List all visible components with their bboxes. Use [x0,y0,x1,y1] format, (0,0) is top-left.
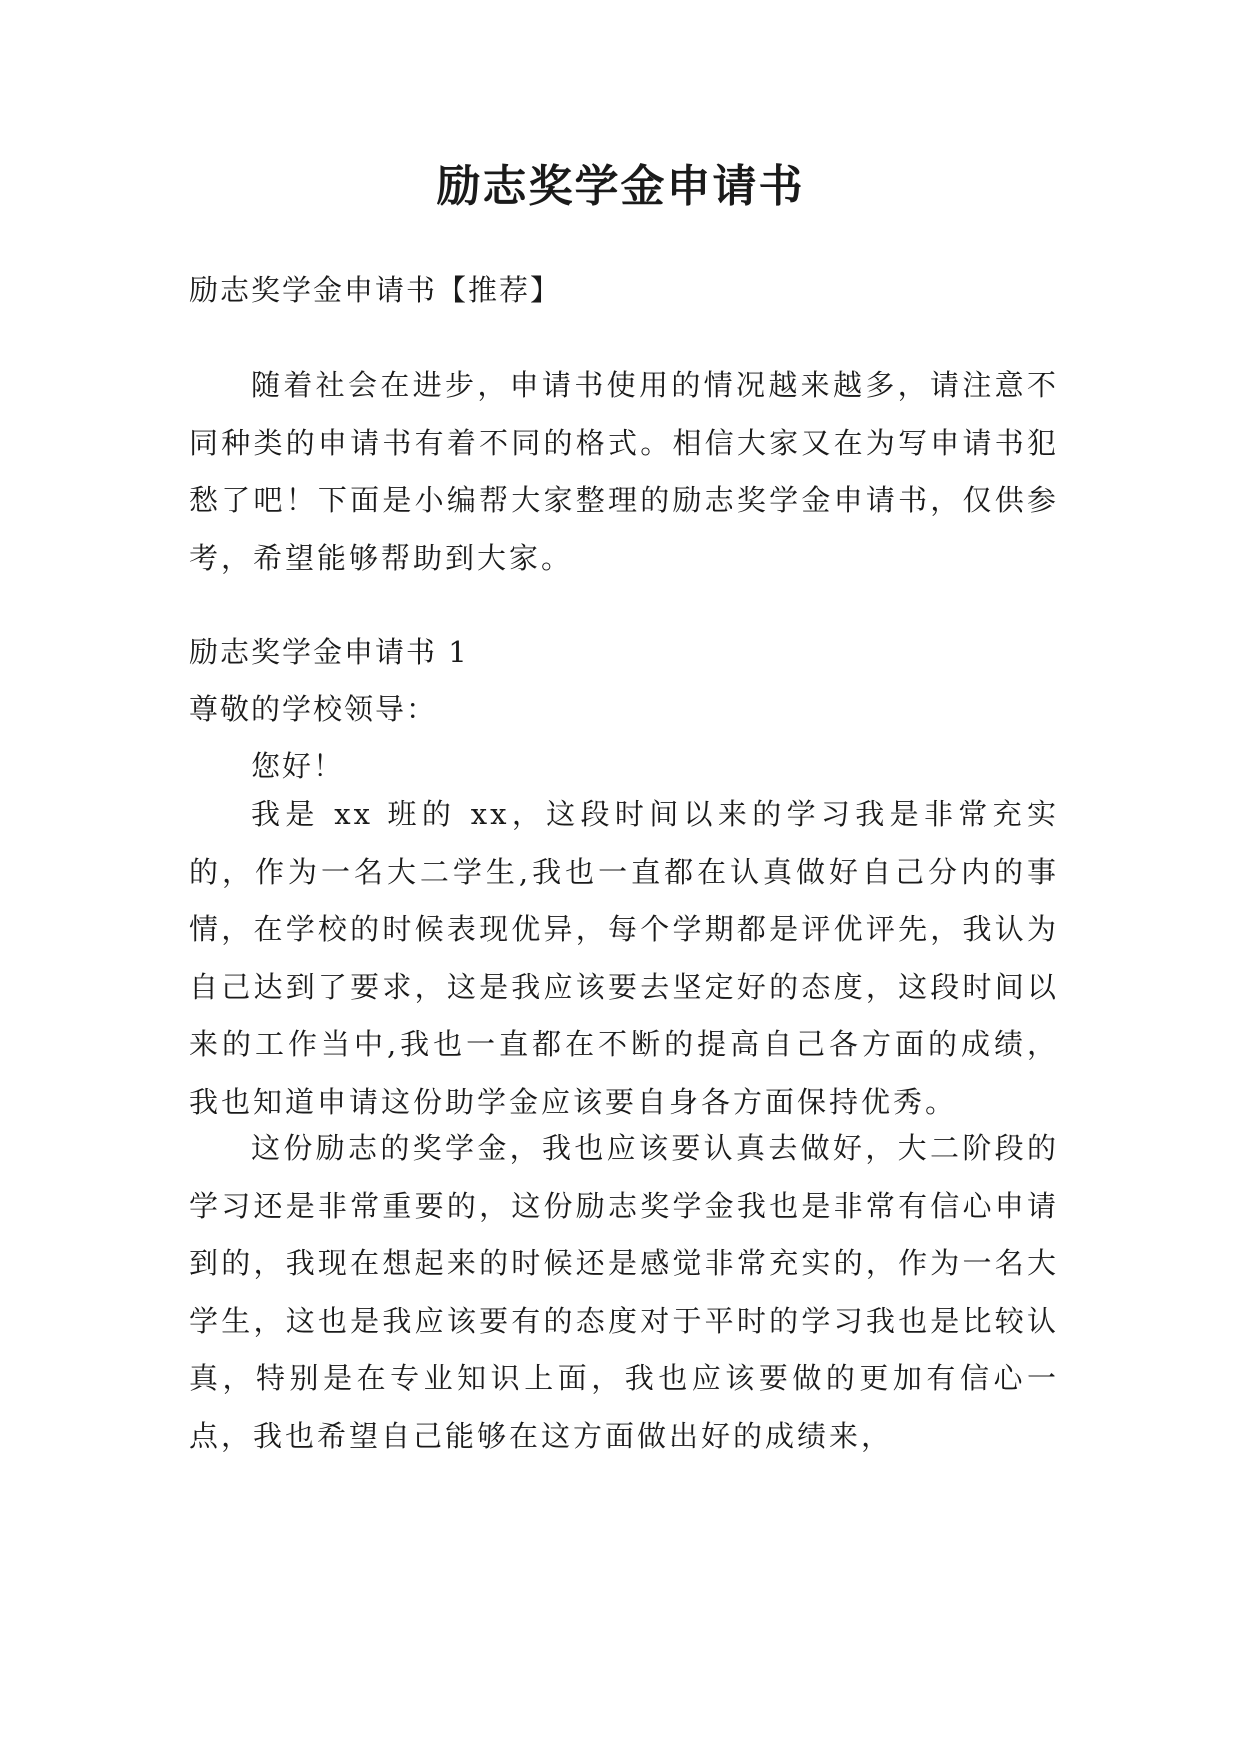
letter-paragraph-2: 这份励志的奖学金，我也应该要认真去做好，大二阶段的学习还是非常重要的，这份励志奖学金我也是非常有信心申请到的，我现在想起来的时候还是感觉非常充实的，作为一名大学生，这也是我应该要有的态度对于平时的学习我也是比较认真，特别是在专业知识上面，我也应该要做的更加有信心一点，我也希望自己能够在这方面做出好的成绩来， [189,1131,1059,1453]
letter-heading: 励志奖学金申请书 1 [189,635,469,669]
letter-greeting: 您好！ [251,749,345,783]
document-subtitle: 励志奖学金申请书【推荐】 [189,273,562,307]
letter-paragraph-1: 我是 xx 班的 xx，这段时间以来的学习我是非常充实的，作为一名大二学生,我也一直都在认真做好自己分内的事情，在学校的时候表现优异，每个学期都是评优评先，我认为自己达到了要求，这是我应该要去坚定好的态度，这段时间以来的工作当中,我也一直都在不断的提高自己各方面的成绩，我也知道申请这份助学金应该要自身各方面保持优秀。 [189,797,1059,1119]
letter-salutation: 尊敬的学校领导： [189,692,438,726]
intro-paragraph: 随着社会在进步，申请书使用的情况越来越多，请注意不同种类的申请书有着不同的格式。相信大家又在为写申请书犯愁了吧！下面是小编帮大家整理的励志奖学金申请书，仅供参考，希望能够帮助到大家。 [189,368,1059,575]
document-title: 励志奖学金申请书 [436,161,805,212]
